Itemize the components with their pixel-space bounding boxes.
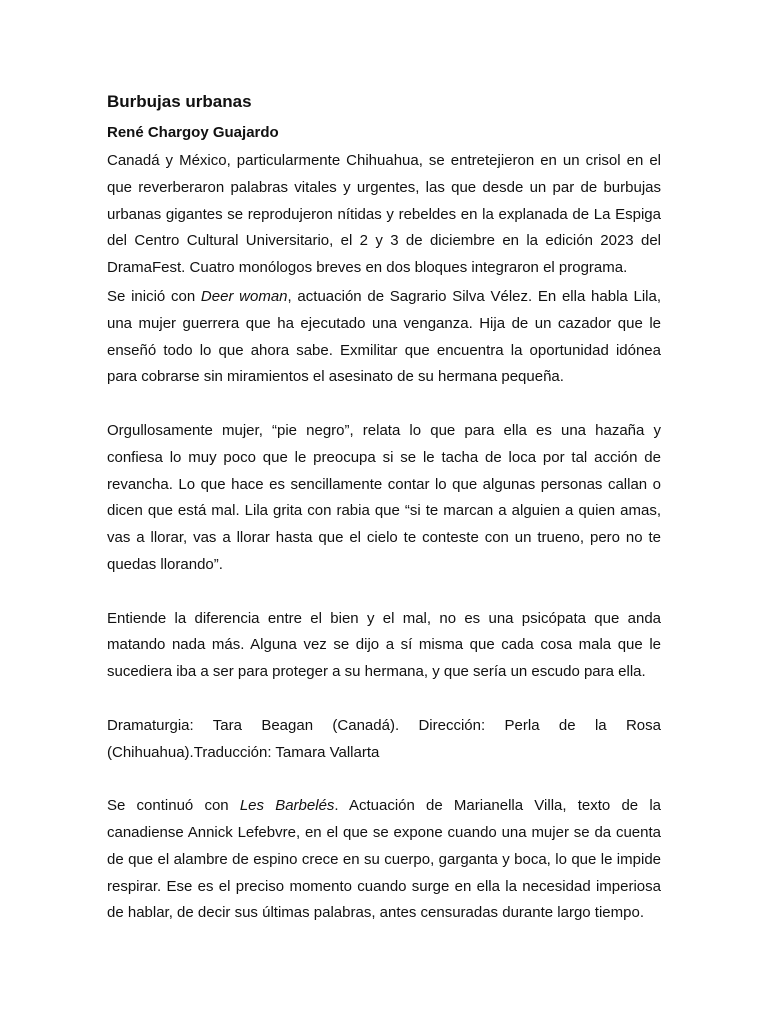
paragraph-deer-woman [107,284,661,391]
paragraph-intro: Canadá y México, particularmente Chihuahua, se entretejieron en un crisol en el que reverberaron palabras vitales y urgentes, las que desde un par de burbujas urbanas gigantes se reprodujeron nítidas y rebeldes en la explanada de La Espiga del Centro Cultural Universitario, el 2 y 3 de diciembre en la edición 2023 del DramaFest. Cuatro monólogos breves en dos bloques integraron el programa. [107,152,661,277]
paragraph-lila: Orgullosamente mujer, “pie negro”, relata lo que para ella es una hazaña y confiesa lo muy poco que le preocupa si se le tacha de loca por tal acción de revancha. Lo que hace es sencillamente contar lo que algunas personas callan o dicen que está mal. Lila grita con rabia que “si te marcan a alguien a quien amas, vas a llorar, vas a llorar hasta que el cielo te conteste con un trueno, pero no te quedas llorando”. [107,421,661,573]
article-author: René Chargoy Guajardo [107,124,279,141]
credits-block [107,713,661,767]
play-title-deer-woman: Deer woman [200,287,288,305]
document-page [107,88,661,927]
paragraph-deer-woman-lead: Se inició con [107,287,201,305]
credits-line-1: Dramaturgia: Tara Beagan (Canadá). Dirección: Perla de la Rosa [107,716,661,734]
paragraph-les-barbeles [107,793,661,927]
play-title-les-barbeles: Les Barbelés [239,797,335,815]
paragraph-les-barbeles-lead: Se continuó con [107,797,240,815]
paragraph-difference: Entiende la diferencia entre el bien y el mal, no es una psicópata que anda matando nada más. Alguna vez se dijo a sí misma que cada cosa mala que le sucediera iba a ser para proteger a su hermana, y que sería un escudo para ella. [107,609,661,681]
paragraph-les-barbeles-body: . Actuación de Marianella Villa, texto de la canadiense Annick Lefebvre, en el que se expone cuando una mujer se da cuenta de que el alambre de espino crece en su cuerpo, garganta y boca, lo que le impide respirar. Ese es el preciso momento cuando surge en ella la necesidad imperiosa de hablar, de decir sus últimas palabras, antes censuradas durante largo tiempo. [107,797,662,922]
credits-line-2: (Chihuahua).Traducción: Tamara Vallarta [107,743,380,761]
article-title: Burbujas urbanas [107,92,252,111]
paragraph-deer-woman-body: , actuación de Sagrario Silva Vélez. En ella habla Lila, una mujer guerrera que ha ejecutado una venganza. Hija de un cazador que le enseñó todo lo que ahora sabe. Exmilitar que encuentra la oportunidad idónea para cobrarse sin miramientos el asesinato de su hermana pequeña. [107,287,662,386]
